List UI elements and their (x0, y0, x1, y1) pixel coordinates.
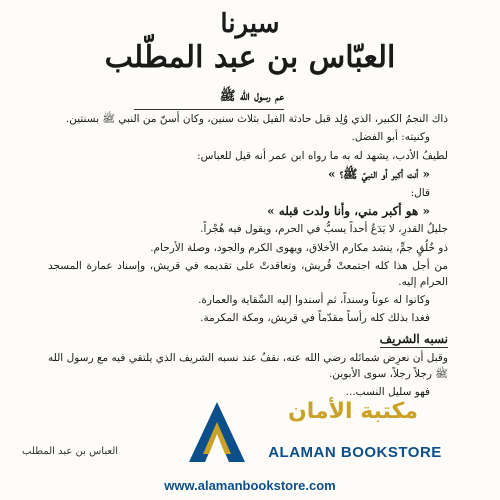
body-text (48, 112, 448, 404)
page-header (0, 8, 500, 76)
paragraph: فهو سليل النسب... (345, 386, 430, 399)
logo-english-text: ALAMAN BOOKSTORE (268, 444, 442, 461)
paragraph: جليلُ القدرِ، لا يَدَعُ أحداً يسبُّ في الحرم، ويقول فيه هُجْراً. (200, 223, 448, 236)
alaman-logo-icon (185, 400, 249, 464)
quote: « هو أكبر مني، وأنا ولدت قبله » (267, 204, 430, 219)
running-footer: العباس بن عبد المطلب (22, 446, 119, 457)
title-name: العبّاس بن عبد المطّلب (104, 40, 396, 75)
paragraph: ذاك النجمُ الكبير، الذي وُلِد قبل حادثة الفيل بثلاث سنين، وكان أسنّ من النبي ﷺ بسنتين. (65, 113, 448, 125)
paragraph: فغدا بذلك كله رأساً مقدّماً في قريش، ومكة المكرمة. (200, 312, 430, 325)
paragraph: لطيفُ الأدب، يشهد له به ما رواه ابن عمر أنه قيل للعباس: (197, 149, 448, 162)
subheading-underline (134, 109, 284, 110)
paragraph: من أجل هذا كله اجتمعتْ قُريش، وتعاقدتْ على تقديمه في قريش، وإسناد عمارة المسجد الحرام إليه. (48, 260, 448, 288)
subheading (134, 88, 284, 107)
section-title: نسبه الشريف (380, 332, 448, 348)
paragraph: ذو خُلُقٍ جمٍّ، ينشد مكارم الأخلاق، ويهوى الكرم والجود، وصلة الأرحام. (150, 241, 448, 254)
title-series: سيرنا (220, 9, 280, 39)
paragraph: وكنيته: أبو الفضل. (351, 131, 430, 144)
subheading-text: عم رسول الله ﷺ (219, 89, 284, 104)
quote: « أنت أكبر أو النبيّ ﷺ؟ » (328, 167, 430, 182)
logo-arabic-text: مكتبة الأمان (288, 399, 418, 424)
paragraph: قال: (410, 186, 430, 199)
bookstore-logo (185, 398, 455, 468)
website-url: www.alamanbookstore.com (164, 478, 336, 493)
paragraph: وكانوا له عوناً وسنداً، ثم أسندوا إليه السِّقاية والعمارة. (198, 294, 430, 307)
paragraph: وقبل أن نعرِض شمائله رضي الله عنه، نقفُ عند نسبه الشريف الذي يلتقي فيه مع رسول الله ﷺ رجلاً رجلاً، سوى الأبوين. (48, 352, 448, 380)
